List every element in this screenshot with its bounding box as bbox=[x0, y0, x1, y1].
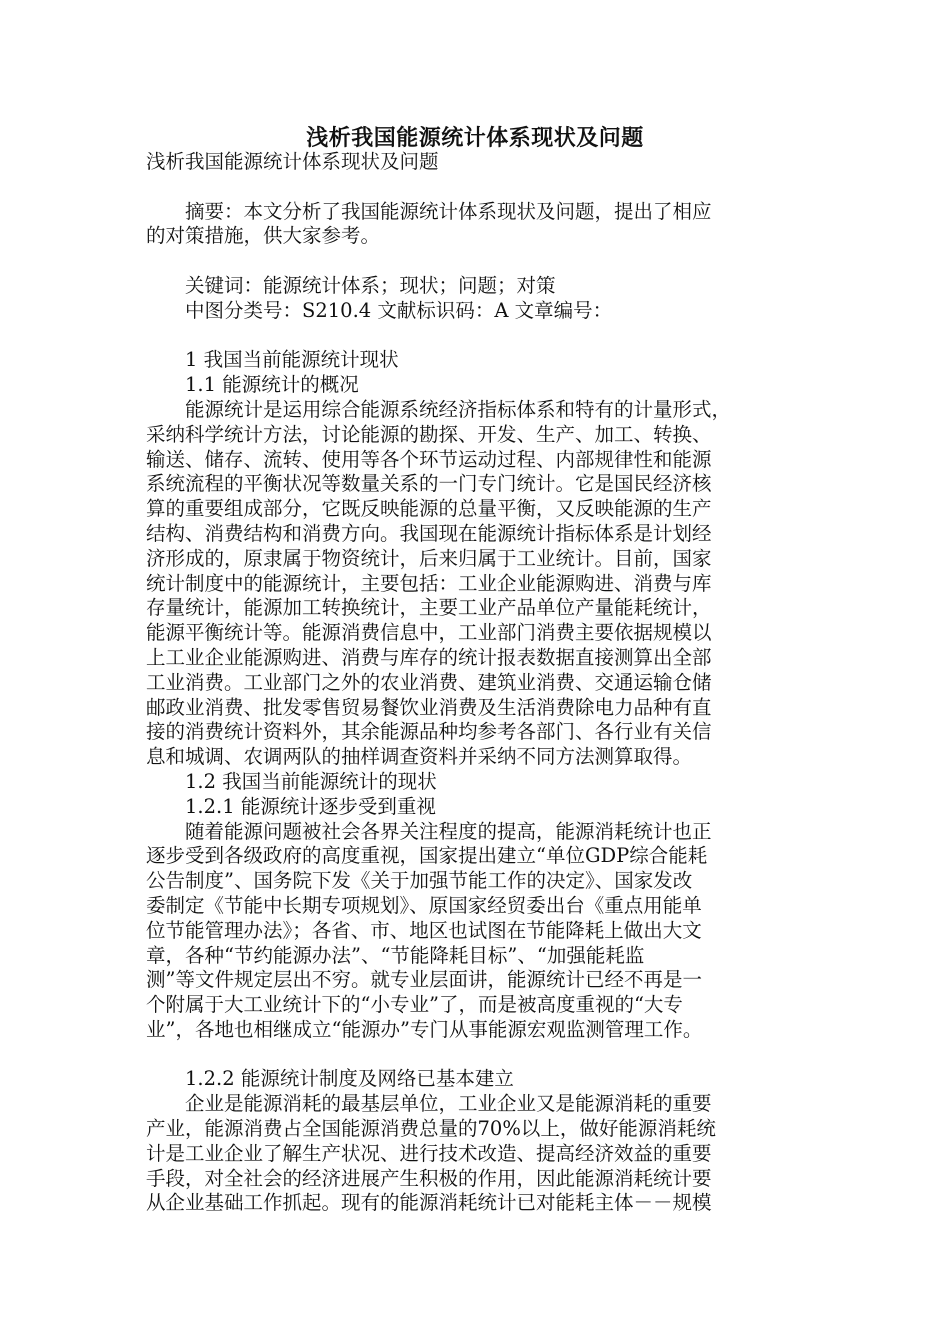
document-subtitle: 浅析我国能源统计体系现状及问题 bbox=[146, 150, 439, 173]
paragraph-line: 委制定《节能中长期专项规划》、原国家经贸委出台《重点用能单 bbox=[146, 893, 702, 917]
paragraph-line: 算的重要组成部分，它既反映能源的总量平衡，又反映能源的生产 bbox=[146, 497, 712, 521]
section-heading-1-2-2: 1.2.2 能源统计制度及网络已基本建立 bbox=[146, 1067, 514, 1091]
paragraph-line: 工业消费。工业部门之外的农业消费、建筑业消费、交通运输仓储 bbox=[146, 670, 712, 694]
document-title: 浅析我国能源统计体系现状及问题 bbox=[306, 125, 644, 151]
abstract-line: 摘要：本文分析了我国能源统计体系现状及问题，提出了相应 bbox=[146, 199, 712, 223]
document-body bbox=[146, 150, 810, 1216]
paragraph-line: 业”，各地也相继成立“能源办”专门从事能源宏观监测管理工作。 bbox=[146, 1017, 703, 1041]
keywords-line: 关键词：能源统计体系；现状；问题；对策 bbox=[146, 273, 556, 297]
paragraph-line: 随着能源问题被社会各界关注程度的提高，能源消耗统计也正 bbox=[146, 819, 712, 843]
paragraph-line: 能源平衡统计等。能源消费信息中，工业部门消费主要依据规模以 bbox=[146, 621, 712, 645]
paragraph-line: 能源统计是运用综合能源系统经济指标体系和特有的计量形式， bbox=[146, 397, 732, 421]
paragraph-line: 系统流程的平衡状况等数量关系的一门专门统计。它是国民经济核 bbox=[146, 472, 712, 496]
section-heading-1-2: 1.2 我国当前能源统计的现状 bbox=[146, 769, 437, 793]
blank-line bbox=[146, 324, 810, 349]
section-heading-1-2-1: 1.2.1 能源统计逐步受到重视 bbox=[146, 794, 436, 818]
paragraph-line: 采纳科学统计方法，讨论能源的勘探、开发、生产、加工、转换、 bbox=[146, 422, 712, 446]
blank-line bbox=[146, 1043, 810, 1068]
paragraph-line: 邮政业消费、批发零售贸易餐饮业消费及生活消费除电力品种有直 bbox=[146, 695, 712, 719]
paragraph-line: 统计制度中的能源统计，主要包括：工业企业能源购进、消费与库 bbox=[146, 571, 712, 595]
paragraph-line: 手段，对全社会的经济进展产生积极的作用，因此能源消耗统计要 bbox=[146, 1166, 712, 1190]
paragraph-line: 逐步受到各级政府的高度重视，国家提出建立“单位GDP综合能耗 bbox=[146, 844, 708, 868]
paragraph-line: 产业，能源消费占全国能源消费总量的70%以上，做好能源消耗统 bbox=[146, 1117, 716, 1141]
classification-line: 中图分类号：S210.4 文献标识码：A 文章编号： bbox=[146, 298, 613, 322]
section-heading-1-1: 1.1 能源统计的概况 bbox=[146, 373, 359, 397]
blank-line bbox=[146, 175, 810, 200]
paragraph-line: 个附属于大工业统计下的“小专业”了，而是被高度重视的“大专 bbox=[146, 993, 683, 1017]
paragraph-line: 存量统计，能源加工转换统计，主要工业产品单位产量能耗统计， bbox=[146, 596, 712, 620]
paragraph-line: 上工业企业能源购进、消费与库存的统计报表数据直接测算出全部 bbox=[146, 645, 712, 669]
paragraph-line: 章，各种“节约能源办法”、“节能降耗目标”、“加强能耗监 bbox=[146, 943, 645, 967]
paragraph-line: 计是工业企业了解生产状况、进行技术改造、提高经济效益的重要 bbox=[146, 1141, 712, 1165]
paragraph-line: 济形成的，原隶属于物资统计，后来归属于工业统计。目前，国家 bbox=[146, 546, 712, 570]
paragraph-line: 结构、消费结构和消费方向。我国现在能源统计指标体系是计划经 bbox=[146, 521, 712, 545]
section-heading-1: 1 我国当前能源统计现状 bbox=[146, 348, 399, 372]
paragraph-line: 接的消费统计资料外，其余能源品种均参考各部门、各行业有关信 bbox=[146, 720, 712, 744]
abstract-line: 的对策措施，供大家参考。 bbox=[146, 224, 381, 248]
blank-line bbox=[146, 249, 810, 274]
paragraph-line: 测”等文件规定层出不穷。就专业层面讲，能源统计已经不再是一 bbox=[146, 968, 702, 992]
paragraph-line: 位节能管理办法》；各省、市、地区也试图在节能降耗上做出大文 bbox=[146, 918, 702, 942]
paragraph-line: 息和城调、农调两队的抽样调查资料并采纳不同方法测算取得。 bbox=[146, 745, 693, 769]
paragraph-line: 企业是能源消耗的最基层单位，工业企业又是能源消耗的重要 bbox=[146, 1092, 712, 1116]
paragraph-line: 输送、储存、流转、使用等各个环节运动过程、内部规律性和能源 bbox=[146, 447, 712, 471]
paragraph-line: 从企业基础工作抓起。现有的能源消耗统计已对能耗主体－－规模 bbox=[146, 1191, 712, 1215]
paragraph-line: 公告制度”、国务院下发《关于加强节能工作的决定》、国家发改 bbox=[146, 869, 693, 893]
